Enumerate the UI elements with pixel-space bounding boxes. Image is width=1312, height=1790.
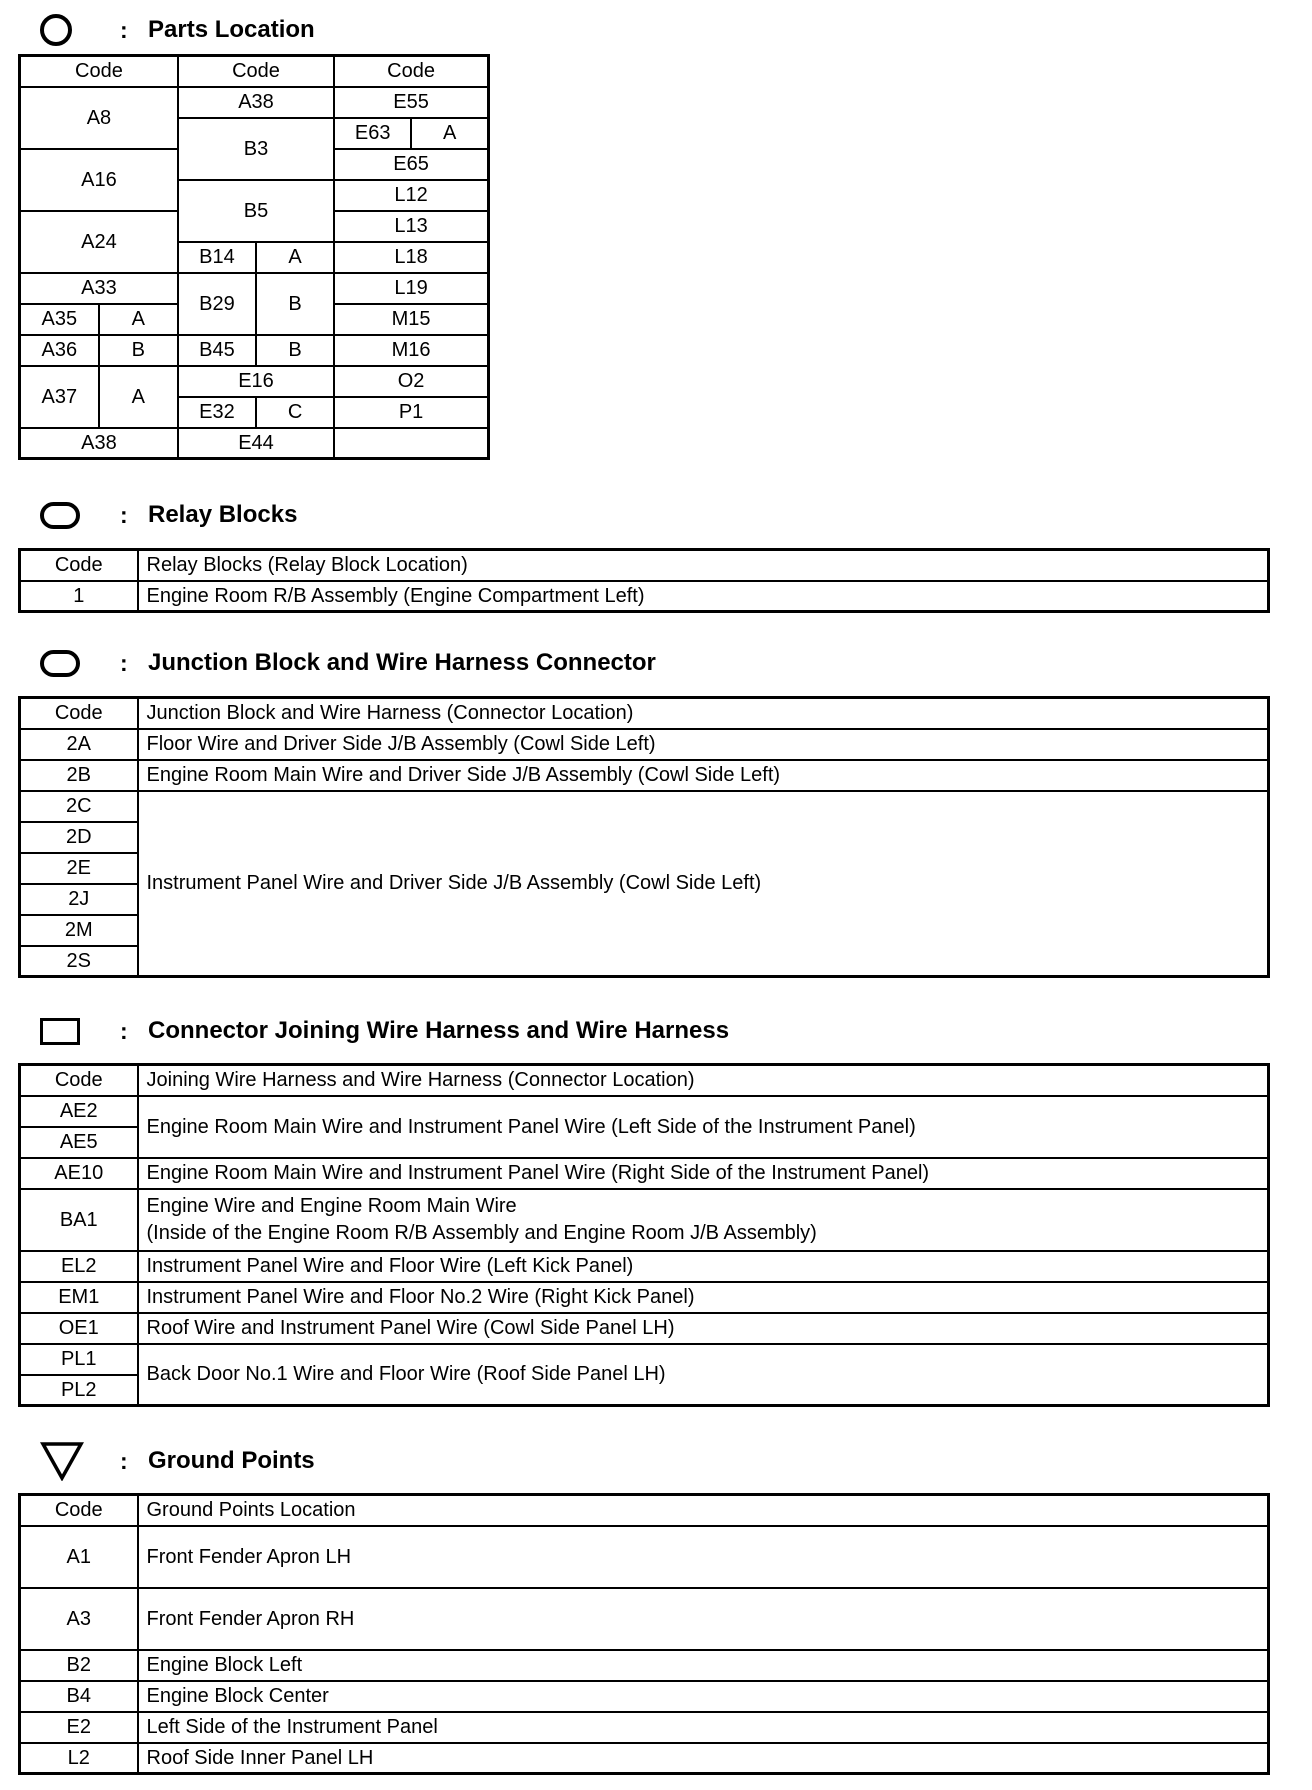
description-cell: Engine Room R/B Assembly (Engine Compartment Left) [138,581,1269,612]
description-cell: Roof Wire and Instrument Panel Wire (Cowl Side Panel LH) [138,1313,1269,1344]
code-cell: A1 [20,1526,138,1588]
code-cell: 2D [20,822,138,853]
heading-colon: : [120,1017,128,1044]
part-code: A24 [20,211,178,273]
description-cell: Left Side of the Instrument Panel [138,1712,1269,1743]
part-code: M16 [334,335,488,366]
part-code: E32 [178,397,256,428]
table-row [20,335,489,366]
part-code: E44 [178,428,334,459]
code-cell: PL1 [20,1344,138,1375]
table-row [20,1189,1269,1251]
table-row [20,760,1269,791]
oval-icon [40,502,80,529]
part-code: A38 [178,87,334,118]
part-code: L18 [334,242,488,273]
table-row [20,791,1269,822]
column-header: Code [20,1065,138,1096]
table-row [20,366,489,397]
part-code: A37 [20,366,99,428]
column-header: Code [20,1495,138,1526]
code-cell: E2 [20,1712,138,1743]
code-cell: 1 [20,581,138,612]
part-code: P1 [334,397,488,428]
part-code: B29 [178,273,256,335]
circle-icon [40,14,72,46]
column-header: Code [20,698,138,729]
column-header: Junction Block and Wire Harness (Connector Location) [138,698,1269,729]
connector-heading [40,1011,730,1051]
heading-colon: : [120,501,128,528]
part-sub-code: A [256,242,334,273]
code-cell: AE10 [20,1158,138,1189]
part-code: L13 [334,211,488,242]
heading-colon: : [120,649,128,676]
table-row [20,1344,1269,1375]
description-cell: Front Fender Apron LH [138,1526,1269,1588]
code-cell: 2S [20,946,138,977]
part-sub-code: A [99,304,178,335]
junction-block-table [18,696,1270,978]
part-code: A36 [20,335,99,366]
part-sub-code: B [256,335,334,366]
table-row [20,1526,1269,1588]
table-header-row [20,698,1269,729]
oval-icon [40,650,80,677]
description-cell: Engine Block Center [138,1681,1269,1712]
code-cell: B2 [20,1650,138,1681]
table-row [20,1158,1269,1189]
description-line: (Inside of the Engine Room R/B Assembly and Engine Room J/B Assembly) [146,1221,817,1244]
description-cell: Back Door No.1 Wire and Floor Wire (Roof Side Panel LH) [138,1344,1269,1406]
code-cell: EL2 [20,1251,138,1282]
parts-location-table [18,54,490,460]
code-cell: L2 [20,1743,138,1774]
table-header-row [20,56,489,87]
column-header: Code [334,56,488,87]
code-cell: AE2 [20,1096,138,1127]
table-row [20,1650,1269,1681]
table-row [20,1251,1269,1282]
part-code: A35 [20,304,99,335]
code-cell: 2M [20,915,138,946]
description-cell: Instrument Panel Wire and Floor Wire (Left Kick Panel) [138,1251,1269,1282]
ground-points-heading [40,1441,315,1481]
part-sub-code: A [99,366,178,428]
heading-colon: : [120,1447,128,1474]
description-cell: Engine Block Left [138,1650,1269,1681]
part-code: B45 [178,335,256,366]
code-cell: B4 [20,1681,138,1712]
connector-table [18,1063,1270,1407]
triangle-icon [40,1441,84,1481]
description-cell: Instrument Panel Wire and Driver Side J/B Assembly (Cowl Side Left) [138,791,1269,977]
column-header: Code [178,56,334,87]
description-line: Engine Wire and Engine Room Main Wire [146,1194,517,1217]
empty-cell [334,428,488,459]
part-code: E65 [334,149,488,180]
description-cell: Roof Side Inner Panel LH [138,1743,1269,1774]
part-sub-code: C [256,397,334,428]
part-code: L19 [334,273,488,304]
column-header: Code [20,550,138,581]
parts-location-heading [40,10,315,50]
part-sub-code: B [256,273,334,335]
code-cell: A3 [20,1588,138,1650]
code-cell: 2E [20,853,138,884]
table-row [20,1681,1269,1712]
code-cell: OE1 [20,1313,138,1344]
part-code: B3 [178,118,334,180]
column-header: Relay Blocks (Relay Block Location) [138,550,1269,581]
table-row [20,729,1269,760]
table-header-row [20,1065,1269,1096]
table-row [20,1282,1269,1313]
description-cell: Engine Room Main Wire and Driver Side J/B Assembly (Cowl Side Left) [138,760,1269,791]
section-title: Parts Location [148,16,315,43]
part-sub-code: B [99,335,178,366]
code-cell: PL2 [20,1375,138,1406]
part-code: A38 [20,428,178,459]
table-header-row [20,1495,1269,1526]
table-header-row [20,550,1269,581]
junction-block-heading [40,643,656,683]
section-title: Connector Joining Wire Harness and Wire Harness [148,1017,730,1044]
code-cell: 2B [20,760,138,791]
heading-colon: : [120,16,128,43]
code-cell: BA1 [20,1189,138,1251]
column-header: Code [20,56,178,87]
table-row [20,1096,1269,1127]
part-code: E63 [334,118,411,149]
part-code: M15 [334,304,488,335]
column-header: Joining Wire Harness and Wire Harness (Connector Location) [138,1065,1269,1096]
section-title: Ground Points [148,1447,315,1474]
table-row [20,87,489,118]
section-title: Relay Blocks [148,501,298,528]
part-code: B14 [178,242,256,273]
part-sub-code: A [411,118,488,149]
column-header: Ground Points Location [138,1495,1269,1526]
description-cell: Engine Room Main Wire and Instrument Panel Wire (Left Side of the Instrument Panel) [138,1096,1269,1158]
part-code: A33 [20,273,178,304]
part-code: A8 [20,87,178,149]
description-cell [138,1189,1269,1251]
section-title: Junction Block and Wire Harness Connector [148,649,656,676]
description-cell: Instrument Panel Wire and Floor No.2 Wire (Right Kick Panel) [138,1282,1269,1313]
part-code: A16 [20,149,178,211]
part-code: E55 [334,87,488,118]
part-code: O2 [334,366,488,397]
table-row [20,1712,1269,1743]
code-cell: 2J [20,884,138,915]
relay-blocks-heading [40,495,298,535]
relay-blocks-table [18,548,1270,613]
table-row [20,1743,1269,1774]
description-cell: Engine Room Main Wire and Instrument Panel Wire (Right Side of the Instrument Panel) [138,1158,1269,1189]
table-row [20,1313,1269,1344]
table-row [20,273,489,304]
part-code: E16 [178,366,334,397]
table-row [20,428,489,459]
table-row [20,1588,1269,1650]
code-cell: AE5 [20,1127,138,1158]
description-cell: Floor Wire and Driver Side J/B Assembly (Cowl Side Left) [138,729,1269,760]
part-code: B5 [178,180,334,242]
table-row [20,581,1269,612]
code-cell: EM1 [20,1282,138,1313]
code-cell: 2C [20,791,138,822]
code-cell: 2A [20,729,138,760]
rectangle-icon [40,1018,80,1045]
ground-points-table [18,1493,1270,1775]
description-cell: Front Fender Apron RH [138,1588,1269,1650]
part-code: L12 [334,180,488,211]
